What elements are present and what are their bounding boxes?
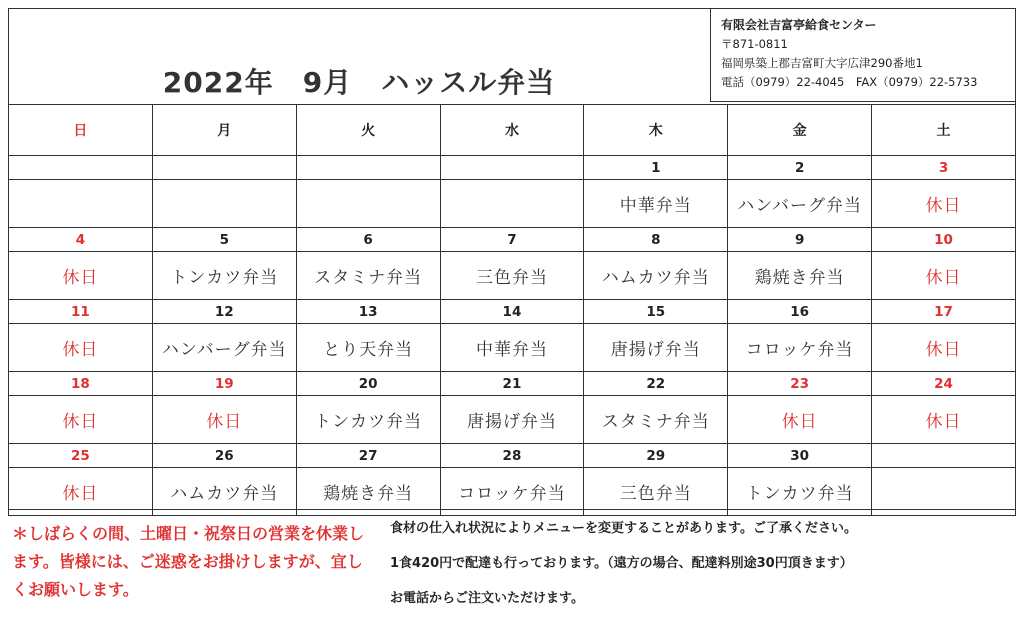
date-number: 20 [296,372,440,396]
weekday-wed: 水 [440,105,584,156]
menu-item: ハンバーグ弁当 [728,180,872,228]
date-number: 7 [440,228,584,252]
date-number: 14 [440,300,584,324]
weekday-mon: 月 [152,105,296,156]
date-number: 9 [728,228,872,252]
weekday-fri: 金 [728,105,872,156]
menu-row [9,468,1016,516]
weekday-thu: 木 [584,105,728,156]
date-number: 26 [152,444,296,468]
menu-item [9,180,153,228]
info-line: 食材の仕入れ状況によりメニューを変更することがあります。ご了承ください。 [390,521,857,536]
info-line: お電話からご注文いただけます。 [390,591,584,606]
date-number: 21 [440,372,584,396]
menu-item: 休日 [9,468,153,516]
date-number-row [9,300,1016,324]
menu-item: トンカツ弁当 [152,252,296,300]
menu-item: 休日 [9,252,153,300]
menu-item: トンカツ弁当 [296,396,440,444]
closure-notice: ＊しばらくの間、土曜日・祝祭日の営業を休業します。皆様には、ご迷惑をお掛けしますが、宜しくお願いします。 [12,524,365,599]
date-number: 17 [872,300,1016,324]
menu-item: 唐揚げ弁当 [584,324,728,372]
date-number: 27 [296,444,440,468]
date-number-row [9,228,1016,252]
menu-row [9,396,1016,444]
menu-item [872,468,1016,516]
menu-item: 休日 [9,396,153,444]
menu-row [9,180,1016,228]
date-number [440,156,584,180]
date-number: 2 [728,156,872,180]
menu-row [9,252,1016,300]
menu-item: コロッケ弁当 [728,324,872,372]
company-name: 有限会社吉富亭給食センター [721,18,877,32]
company-address: 福岡県築上郡吉富町大字広津290番地1 [721,56,923,70]
date-number: 24 [872,372,1016,396]
date-number [296,156,440,180]
date-number: 3 [872,156,1016,180]
menu-item: ハンバーグ弁当 [152,324,296,372]
date-number: 15 [584,300,728,324]
date-number-row [9,156,1016,180]
menu-item: スタミナ弁当 [584,396,728,444]
company-postal: 〒871-0811 [721,37,788,51]
date-number: 1 [584,156,728,180]
menu-item: 三色弁当 [584,468,728,516]
date-number: 6 [296,228,440,252]
menu-item: トンカツ弁当 [728,468,872,516]
date-number [9,156,153,180]
order-info [390,520,1020,625]
menu-item: ハムカツ弁当 [152,468,296,516]
menu-item: 三色弁当 [440,252,584,300]
date-number: 18 [9,372,153,396]
date-number-row [9,444,1016,468]
company-info [710,8,1016,102]
date-number: 23 [728,372,872,396]
menu-item [296,180,440,228]
date-number: 16 [728,300,872,324]
date-number: 11 [9,300,153,324]
menu-item [440,180,584,228]
weekday-header-row [9,105,1016,156]
date-number: 8 [584,228,728,252]
weekday-sun: 日 [9,105,153,156]
menu-item: とり天弁当 [296,324,440,372]
menu-item: 休日 [9,324,153,372]
date-number: 30 [728,444,872,468]
menu-item: 中華弁当 [584,180,728,228]
info-line: 1食420円で配達も行っております。（遠方の場合、配達料別途30円頂きます） [390,556,853,571]
date-number [872,444,1016,468]
menu-item: スタミナ弁当 [296,252,440,300]
page-title: 2022年 9月 ハッスル弁当 [162,66,556,99]
date-number: 22 [584,372,728,396]
menu-item: 休日 [728,396,872,444]
company-contact: 電話（0979）22-4045 FAX（0979）22-5733 [721,75,978,89]
date-number: 28 [440,444,584,468]
date-number: 4 [9,228,153,252]
date-number: 12 [152,300,296,324]
date-number: 29 [584,444,728,468]
menu-item: 唐揚げ弁当 [440,396,584,444]
menu-item: 休日 [152,396,296,444]
menu-item [152,180,296,228]
menu-item: 中華弁当 [440,324,584,372]
date-number: 19 [152,372,296,396]
date-number: 25 [9,444,153,468]
date-number: 5 [152,228,296,252]
date-number-row [9,372,1016,396]
date-number: 13 [296,300,440,324]
menu-item: 鶏焼き弁当 [728,252,872,300]
menu-calendar [8,104,1016,516]
date-number [152,156,296,180]
weekday-tue: 火 [296,105,440,156]
menu-item: 鶏焼き弁当 [296,468,440,516]
menu-item: ハムカツ弁当 [584,252,728,300]
menu-item: 休日 [872,180,1016,228]
weekday-sat: 土 [872,105,1016,156]
date-number: 10 [872,228,1016,252]
menu-row [9,324,1016,372]
menu-item: 休日 [872,396,1016,444]
menu-item: コロッケ弁当 [440,468,584,516]
menu-item: 休日 [872,324,1016,372]
calendar-body [9,156,1016,516]
menu-item: 休日 [872,252,1016,300]
